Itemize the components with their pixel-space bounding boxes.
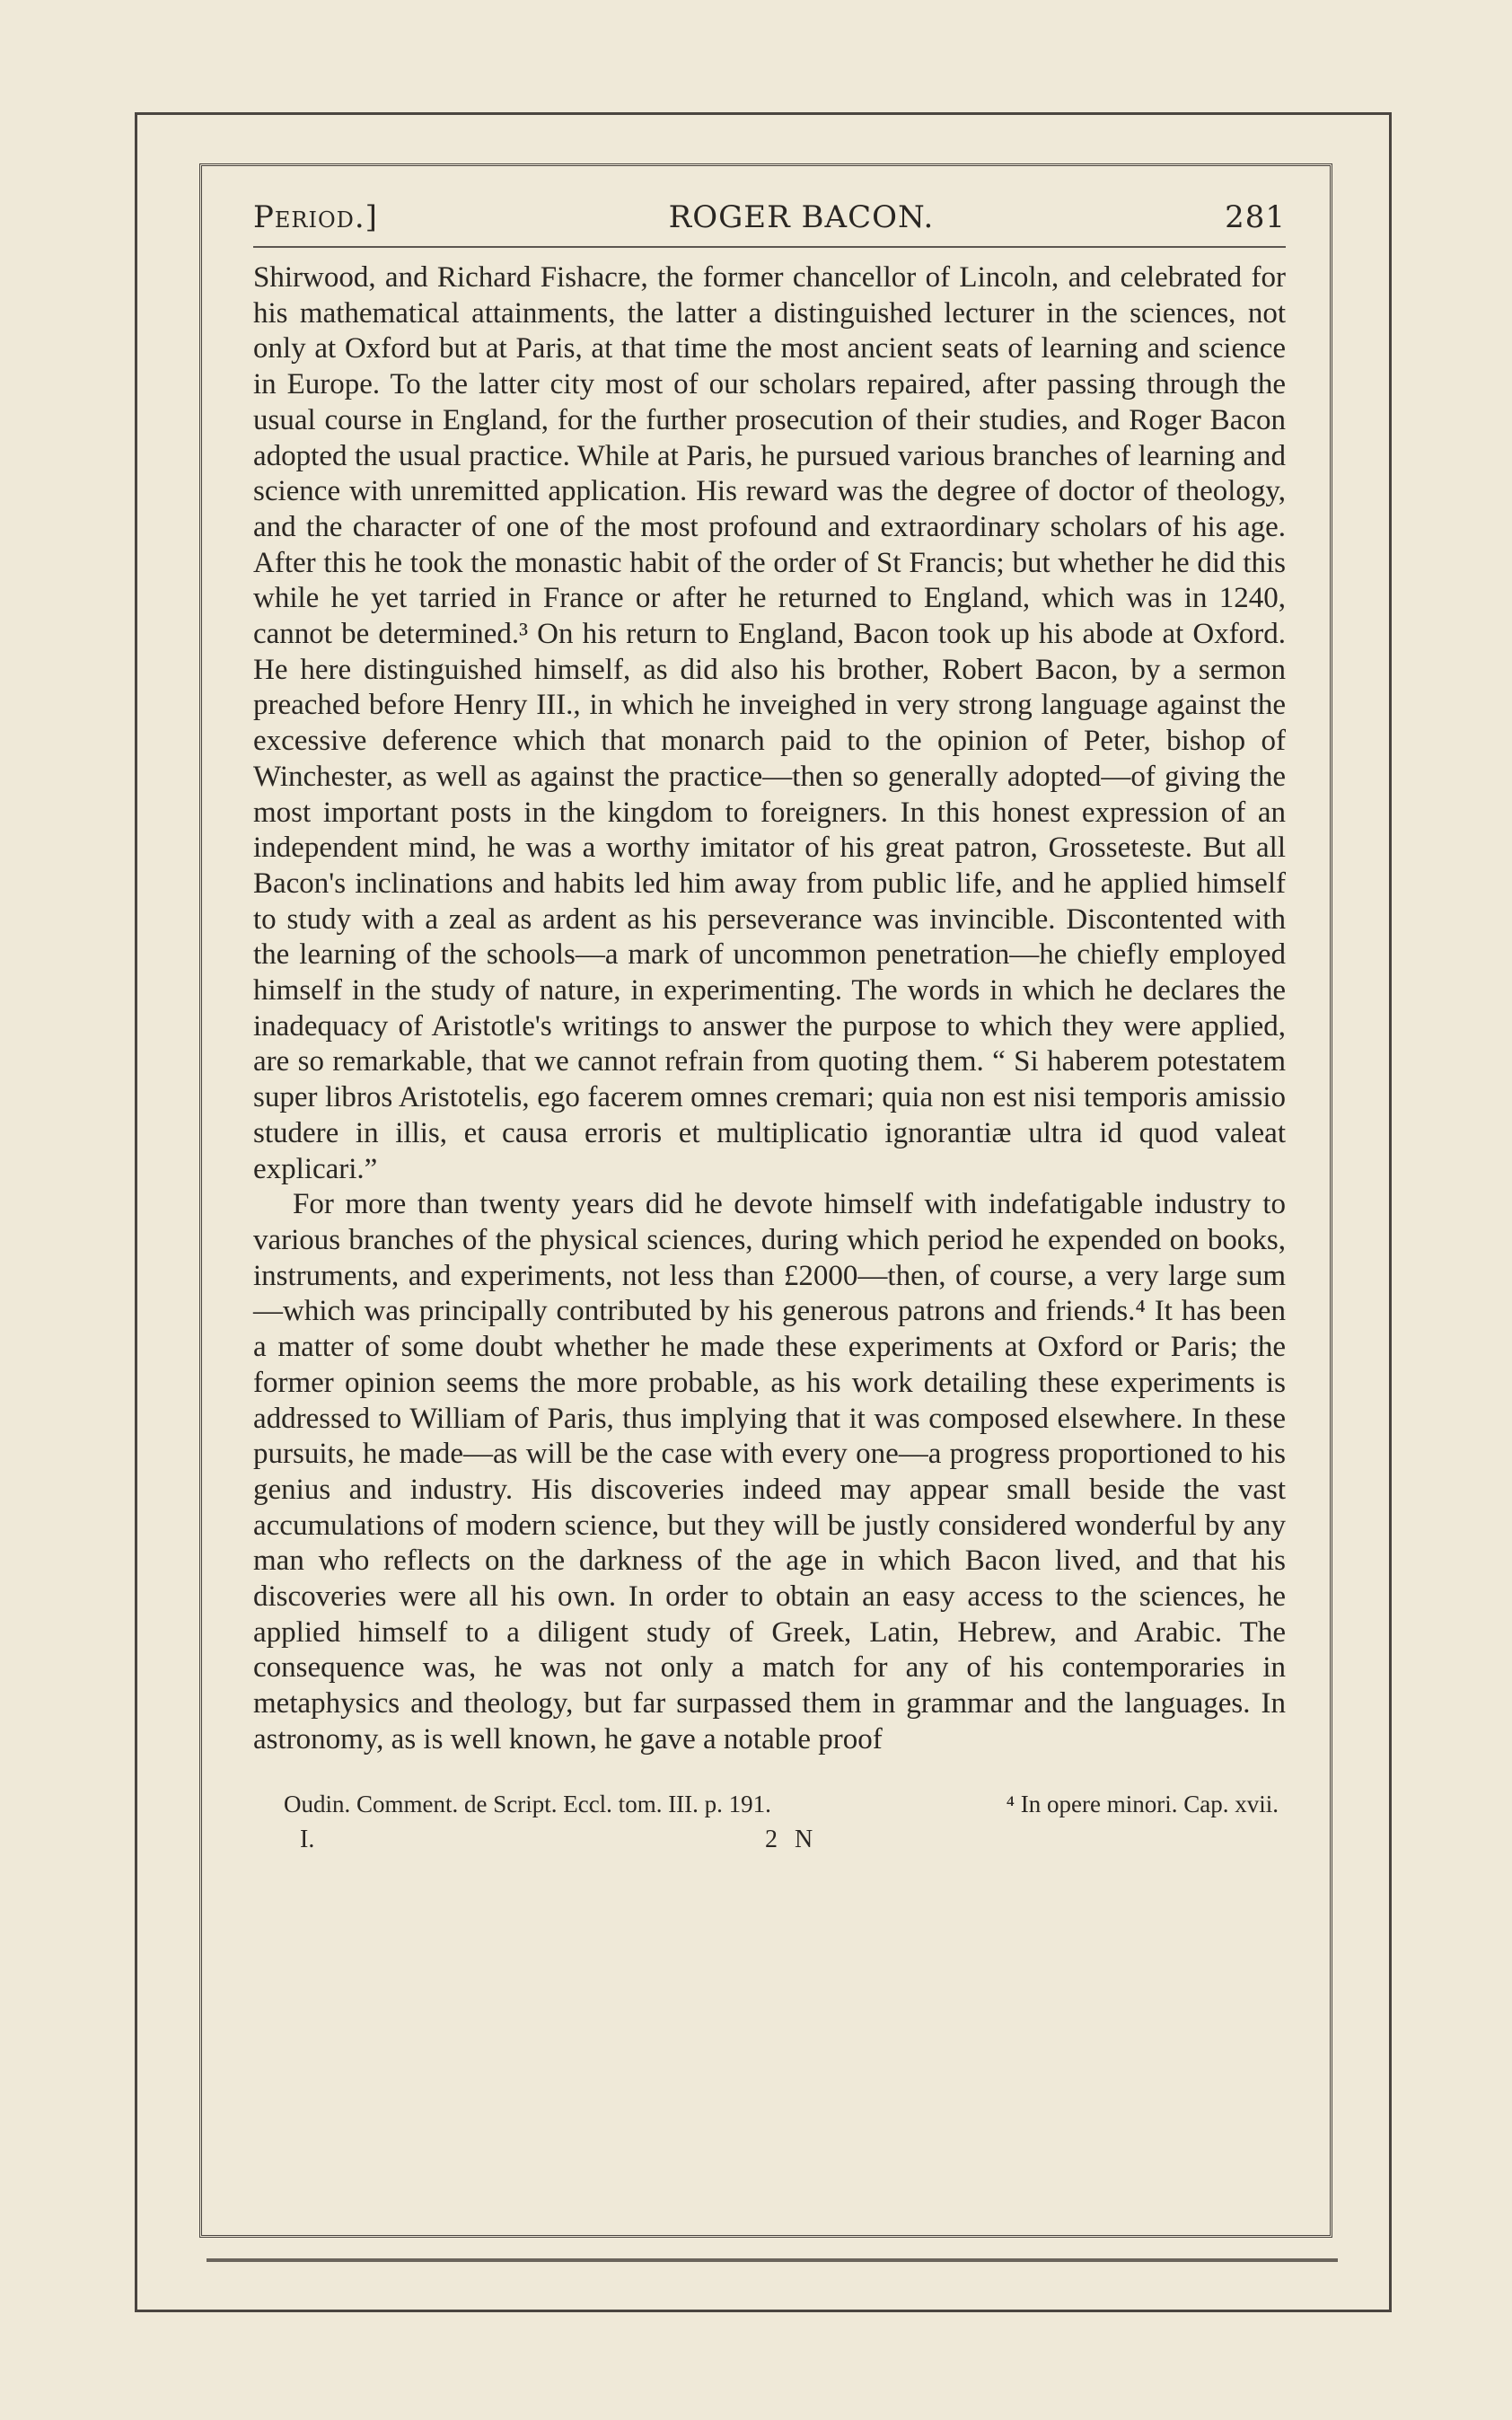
footnote-3: Oudin. Comment. de Script. Eccl. tom. III. p. 191. (284, 1790, 771, 1817)
footnotes (253, 1791, 1286, 1818)
running-header (253, 199, 1286, 248)
volume-number: I. (300, 1825, 315, 1853)
book-page (253, 199, 1286, 1856)
header-title: ROGER BACON. (668, 199, 935, 235)
page-number: 281 (1225, 199, 1286, 235)
signature-mark: 2 N (765, 1825, 819, 1853)
signature-line (253, 1826, 1286, 1856)
border-shadow-line (207, 2258, 1338, 2262)
body-text (253, 260, 1286, 1758)
paragraph-1: Shirwood, and Richard Fishacre, the former chancellor of Lincoln, and celebrated for his mathematical attainments, the latter a distinguished lecturer in the sciences, not only at Oxford but at Paris, at that time the most ancient seats of learning and science in Europe. To the latter city most of our scholars repaired, after passing through the usual course in England, for the further prosecution of their studies, and Roger Bacon adopted the usual practice. While at Paris, he pursued various branches of learning and science with unremitted application. His reward was the degree of doctor of theology, and the character of one of the most profound and extraordinary scholars of his age. After this he took the monastic habit of the order of St Francis; but whether he did this while he yet tarried in France or after he returned to England, which was in 1240, cannot be determined.³ On his return to England, Bacon took up his abode at Oxford. He here distinguished himself, as did also his brother, Robert Bacon, by a sermon preached before Henry III., in which he inveighed in very strong language against the excessive deference which that monarch paid to the opinion of Peter, bishop of Winchester, as well as against the practice—then so generally adopted—of giving the most important posts in the kingdom to foreigners. In this honest expression of an independent mind, he was a worthy imitator of his great patron, Grosseteste. But all Bacon's inclinations and habits led him away from public life, and he applied himself to study with a zeal as ardent as his perseverance was invincible. Discontented with the learning of the schools—a mark of uncommon penetration—he chiefly employed himself in the study of nature, in experimenting. The words in which he declares the inadequacy of Aristotle's writings to answer the purpose to which they were applied, are so remarkable, that we cannot refrain from quoting them. “ Si haberem potestatem super libros Aristotelis, ego facerem omnes cremari; quia non est nisi temporis amissio studere in illis, et causa erroris et multiplicatio ignorantiæ ultra id quod valeat explicari.” (253, 261, 1286, 1185)
footnote-4: ⁴ In opere minori. Cap. xvii. (1006, 1790, 1279, 1817)
paragraph-2: For more than twenty years did he devote himself with indefatigable industry to various branches of the physical sciences, during which period he expended on books, instruments, and experiments, not less than £2000—then, of course, a very large sum—which was principally contributed by his generous patrons and friends.⁴ It has been a matter of some doubt whether he made these experiments at Oxford or Paris; the former opinion seems the more probable, as his work detailing these experiments is addressed to William of Paris, thus implying that it was composed elsewhere. In these pursuits, he made—as will be the case with every one—a progress proportioned to his genius and industry. His discoveries indeed may appear small beside the vast accumulations of modern science, but they will be justly considered wonderful by any man who reflects on the darkness of the age in which Bacon lived, and that his discoveries were all his own. In order to obtain an easy access to the sciences, he applied himself to a diligent study of Greek, Latin, Hebrew, and Arabic. The consequence was, he was not only a match for any of his contemporaries in metaphysics and theology, but far surpassed them in grammar and the languages. In astronomy, as is well known, he gave a notable proof (253, 1188, 1286, 1756)
header-period: Period.] (253, 199, 378, 235)
